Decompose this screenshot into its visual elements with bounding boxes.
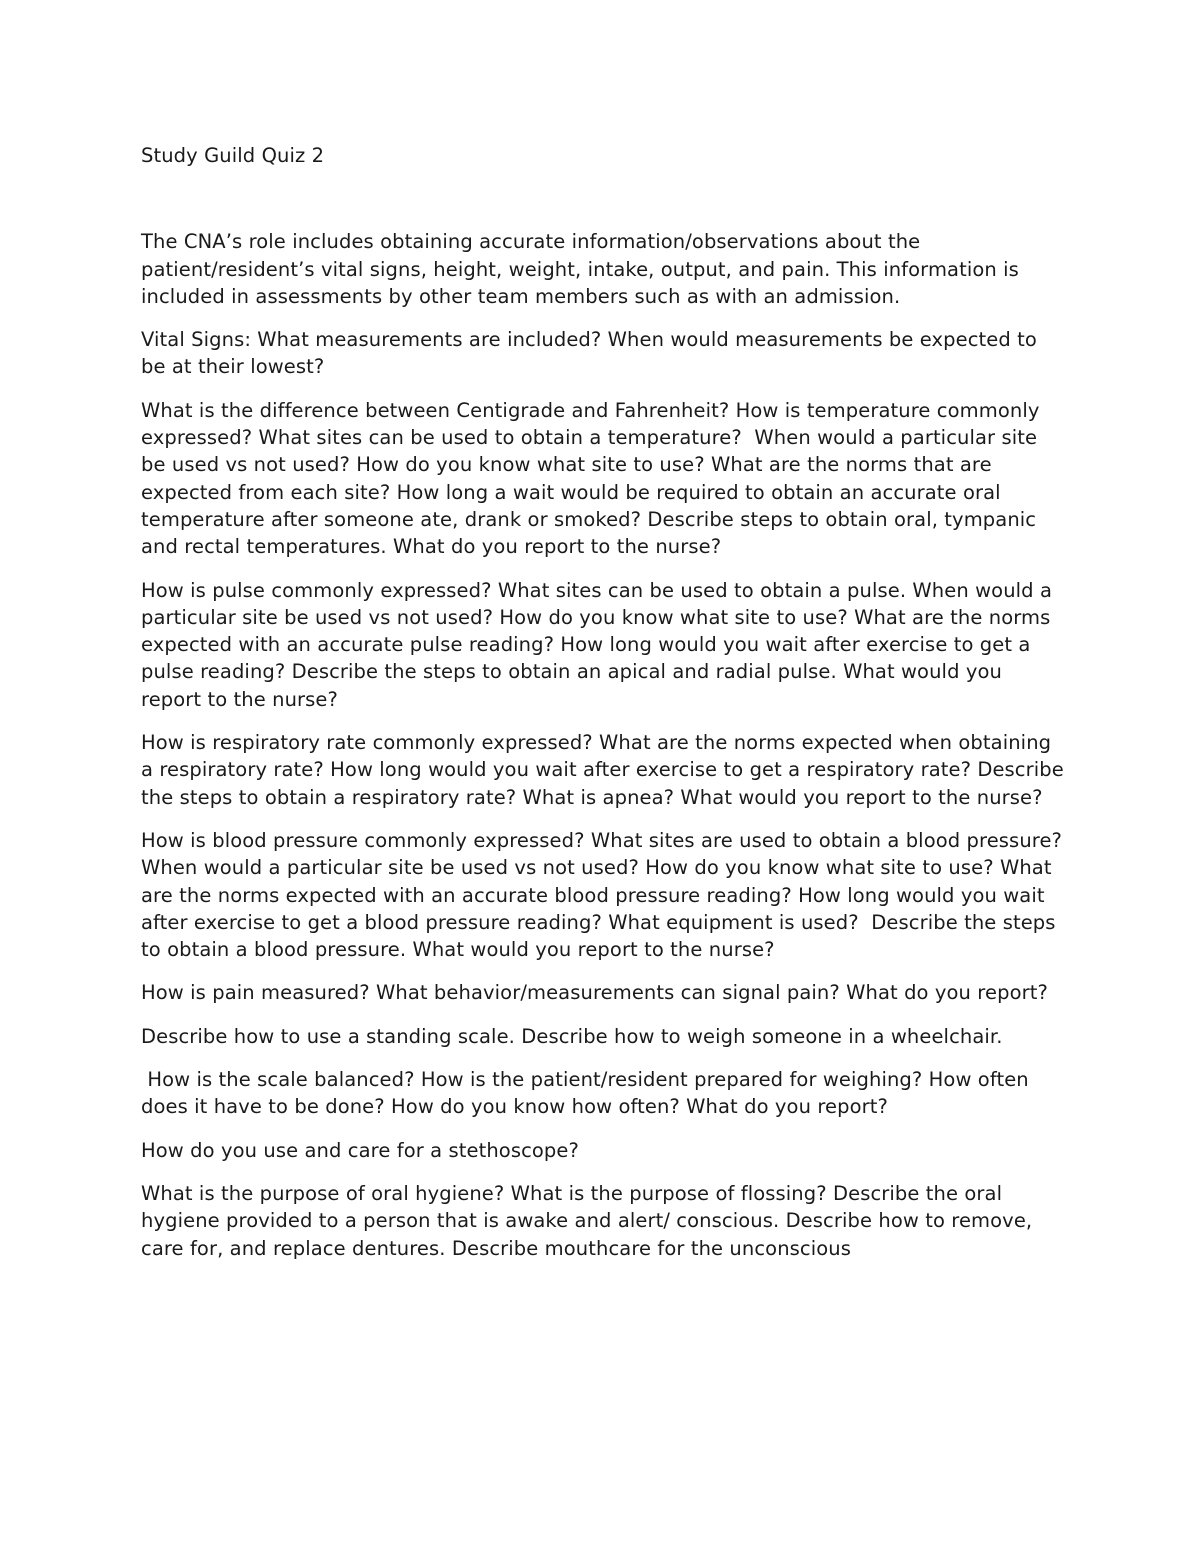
- paragraph-cna-role: The CNA’s role includes obtaining accurate information/observations about the patient/resident’s vital signs, height, weight, intake, output, and pain. This information is included in assessments by other team members such as with an admission.: [141, 230, 1026, 308]
- paragraph-pain: How is pain measured? What behavior/measurements can signal pain? What do you report?: [141, 981, 1048, 1005]
- document-body: [141, 142, 1071, 1278]
- paragraph-oral-hygiene: What is the purpose of oral hygiene? What is the purpose of flossing? Describe the oral hygiene provided to a person that is awake and alert/ conscious. Describe how to remove, care for, and replace dentures. Describe mouthcare for the unconscious: [141, 1181, 1039, 1260]
- document-title: Study Guild Quiz 2: [141, 144, 325, 167]
- paragraph-vital-signs: Vital Signs: What measurements are included? When would measurements be expected to be at their lowest?: [141, 328, 1044, 379]
- paragraph-scale-balance: How is the scale balanced? How is the patient/resident prepared for weighing? How often does it have to be done? How do you know how often? What do you report?: [141, 1068, 1036, 1119]
- paragraph-temperature: What is the difference between Centigrade and Fahrenheit? How is temperature commonly expressed? What sites can be used to obtain a temperature? When would a particular site be used vs not used? How do you know what site to use? What are the norms that are expected from each site? How long a wait would be required to obtain an accurate oral temperature after someone ate, drank or smoked? Describe steps to obtain oral, tympanic and rectal temperatures. What do you report to the nurse?: [141, 398, 1046, 559]
- paragraph-stethoscope: How do you use and care for a stethoscope?: [141, 1138, 579, 1162]
- paragraph-pulse: How is pulse commonly expressed? What sites can be used to obtain a pulse. When would a particular site be used vs not used? How do you know what site to use? What are the norms expected with an accurate pulse reading? How long would you wait after exercise to get a pulse reading? Describe the steps to obtain an apical and radial pulse. What would you report to the nurse?: [141, 578, 1059, 711]
- paragraph-blood-pressure: How is blood pressure commonly expressed? What sites are used to obtain a blood pressure? When would a particular site be used vs not used? How do you know what site to use? What are the norms expected with an accurate blood pressure reading? How long would you wait after exercise to get a blood pressure reading? What equipment is used? Describe the steps to obtain a blood pressure. What would you report to the nurse?: [141, 828, 1069, 962]
- paragraph-respiratory-rate: How is respiratory rate commonly expressed? What are the norms expected when obtaining a respiratory rate? How long would you wait after exercise to get a respiratory rate? Describe the steps to obtain a respiratory rate? What is apnea? What would you report to the nurse?: [141, 731, 1071, 809]
- paragraph-standing-scale: Describe how to use a standing scale. Describe how to weigh someone in a wheelchair.: [141, 1024, 1003, 1048]
